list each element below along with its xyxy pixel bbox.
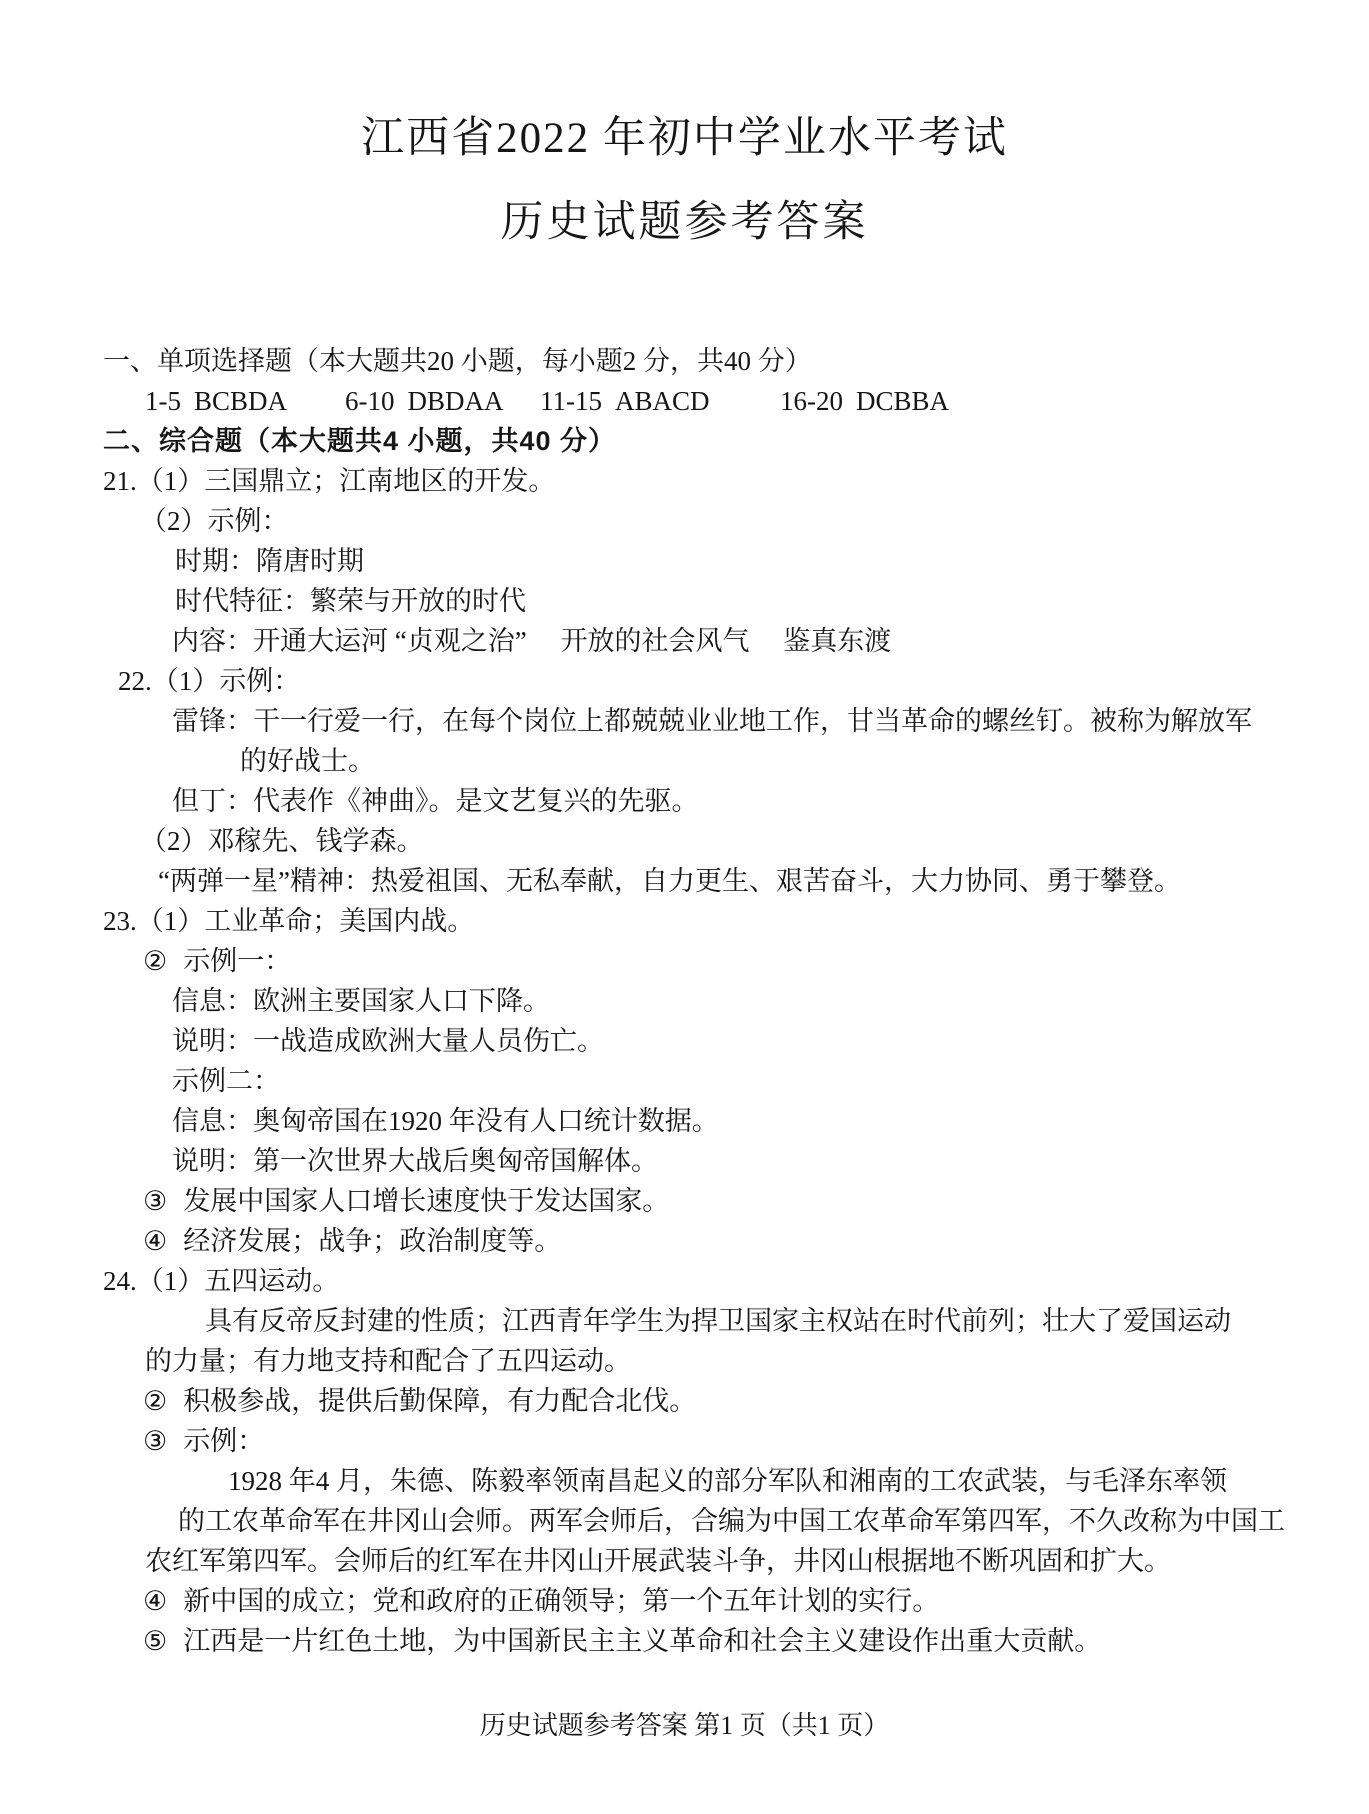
answer-group-11-15 xyxy=(540,381,710,421)
page-title: 江西省2022 年初中学业水平考试 xyxy=(361,115,1008,162)
answer-group-16-20 xyxy=(780,381,949,421)
answer-letters: ABACD xyxy=(615,386,710,416)
circled-3-marker: ③ xyxy=(143,1426,168,1456)
q23-example1-info: 信息：欧洲主要国家人口下降。 xyxy=(172,986,550,1016)
q24-part1: 24.（1）五四运动。 xyxy=(103,1266,340,1296)
q21-period: 时期：隋唐时期 xyxy=(175,546,364,576)
q24-example-line2: 的工农革命军在井冈山会师。两军会师后，合编为中国工农革命军第四军，不久改称为中国工 xyxy=(178,1506,1285,1536)
q23-example1-note: 说明：一战造成欧洲大量人员伤亡。 xyxy=(172,1026,604,1056)
q23-example2-note: 说明：第一次世界大战后奥匈帝国解体。 xyxy=(172,1146,658,1176)
answer-range: 6-10 xyxy=(345,386,395,416)
q23-item3-text: 发展中国家人口增长速度快于发达国家。 xyxy=(183,1186,670,1216)
q24-item5-text: 江西是一片红色土地，为中国新民主主义革命和社会主义建设作出重大贡献。 xyxy=(183,1626,1102,1656)
q24-item4-text: 新中国的成立；党和政府的正确领导；第一个五年计划的实行。 xyxy=(183,1586,940,1616)
circled-5-marker: ⑤ xyxy=(143,1626,168,1656)
q23-item2-label: 示例一： xyxy=(183,946,292,976)
q24-example-line3: 农红军第四军。会师后的红军在井冈山开展武装斗争，井冈山根据地不断巩固和扩大。 xyxy=(145,1546,1171,1576)
q23-item4-text: 经济发展；战争；政治制度等。 xyxy=(183,1226,562,1256)
q22-part1-label: 22.（1）示例： xyxy=(118,666,301,696)
q23-example2-info: 信息：奥匈帝国在1920 年没有人口统计数据。 xyxy=(172,1106,719,1136)
q24-item4 xyxy=(143,1581,1369,1621)
answer-group-1-5 xyxy=(145,381,287,421)
q24-item5 xyxy=(143,1621,1369,1661)
q21-content: 内容：开通大运河 “贞观之治” 开放的社会风气 鉴真东渡 xyxy=(172,626,892,656)
q24-example-line1: 1928 年4 月，朱德、陈毅率领南昌起义的部分军队和湘南的工农武装，与毛泽东率领 xyxy=(228,1466,1227,1496)
answer-range: 11-15 xyxy=(540,386,602,416)
q24-item2-text: 积极参战，提供后勤保障，有力配合北伐。 xyxy=(183,1386,697,1416)
answer-group-6-10 xyxy=(345,381,504,421)
q22-leifeng-line1: 雷锋：干一行爱一行，在每个岗位上都兢兢业业地工作，甘当革命的螺丝钉。被称为解放军 xyxy=(172,706,1252,736)
q24-item3 xyxy=(143,1421,1369,1461)
circled-4-marker: ④ xyxy=(143,1226,168,1256)
answer-document-body xyxy=(0,341,1369,1661)
circled-2-marker: ② xyxy=(143,946,168,976)
answer-letters: DCBBA xyxy=(856,386,950,416)
q21-era-feature: 时代特征：繁荣与开放的时代 xyxy=(175,586,526,616)
answer-letters: BCBDA xyxy=(194,386,288,416)
q22-part2: （2）邓稼先、钱学森。 xyxy=(140,826,424,856)
answer-range: 1-5 xyxy=(145,386,181,416)
q24-item2 xyxy=(143,1381,1369,1421)
q23-item4 xyxy=(143,1221,1369,1261)
q23-item2 xyxy=(143,941,1369,981)
q22-leifeng-line2: 的好战士。 xyxy=(240,746,375,776)
q24-part1-line3: 的力量；有力地支持和配合了五四运动。 xyxy=(145,1346,631,1376)
answer-range: 16-20 xyxy=(780,386,843,416)
answer-letters: DBDAA xyxy=(407,386,504,416)
circled-2-marker: ② xyxy=(143,1386,168,1416)
page-footer: 历史试题参考答案 第1 页（共1 页） xyxy=(479,1711,890,1740)
section-one-heading: 一、单项选择题（本大题共20 小题，每小题2 分，共40 分） xyxy=(103,346,812,376)
circled-4-marker: ④ xyxy=(143,1586,168,1616)
q21-part2-label: （2）示例： xyxy=(140,506,289,536)
q24-item3-label: 示例： xyxy=(183,1426,265,1456)
q23-item3 xyxy=(143,1181,1369,1221)
q23-part1: 23.（1）工业革命；美国内战。 xyxy=(103,906,475,936)
q22-spirit: “两弹一星”精神：热爱祖国、无私奉献，自力更生、艰苦奋斗，大力协同、勇于攀登。 xyxy=(158,866,1181,896)
page-subtitle: 历史试题参考答案 xyxy=(500,199,869,246)
q21-part1: 21.（1）三国鼎立；江南地区的开发。 xyxy=(103,466,556,496)
section-two-heading: 二、综合题（本大题共4 小题，共40 分） xyxy=(103,426,617,456)
circled-3-marker: ③ xyxy=(143,1186,168,1216)
q24-part1-line2: 具有反帝反封建的性质；江西青年学生为捍卫国家主权站在时代前列；壮大了爱国运动 xyxy=(205,1306,1231,1336)
q22-dante: 但丁：代表作《神曲》。是文艺复兴的先驱。 xyxy=(172,786,699,816)
answer-key-row xyxy=(0,381,1369,421)
q23-example2-label: 示例二： xyxy=(172,1066,280,1096)
